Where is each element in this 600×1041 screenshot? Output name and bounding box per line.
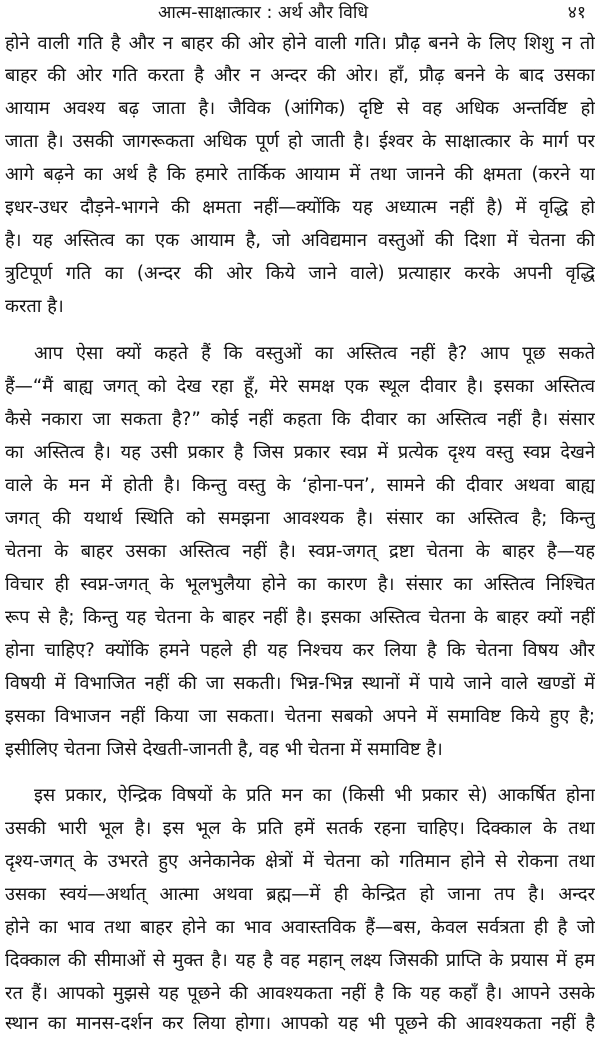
running-title: आत्म-साक्षात्कार : अर्थ और विधि: [158, 3, 369, 23]
paragraph-2-line-10: होना चाहिए? क्योंकि हमने पहले ही यह निश्चय कर लिया है कि चेतना विषय और: [5, 640, 595, 661]
paragraph-3-line-5: होने का भाव तथा बाहर होने का भाव अवास्तविक हैं—बस, केवल सर्वत्रता ही है जो: [5, 917, 595, 938]
paragraph-1-line-7: है। यह अस्तित्व का एक आयाम है, जो अविद्यमान वस्तुओं की दिशा में चेतना की: [5, 230, 595, 251]
page-number: ४१: [567, 3, 586, 23]
running-header: [0, 0, 600, 26]
paragraph-2-line-3: कैसे नकारा जा सकता है?” कोई नहीं कहता कि दीवार का अस्तित्व नहीं है। संसार: [5, 409, 595, 430]
paragraph-1-line-5: आगे बढ़ने का अर्थ है कि हमारे तार्किक आयाम में तथा जानने की क्षमता (करने या: [5, 164, 595, 185]
paragraph-2-line-11: विषयी में विभाजित नहीं की जा सकती। भिन्न-भिन्न स्थानों में पाये जाने वाले खण्डों में: [5, 673, 595, 694]
paragraph-3-line-7: रत हैं। आपको मुझसे यह पूछने की आवश्यकता नहीं है कि यह कहाँ है। आपने उसके: [5, 983, 595, 1004]
paragraph-2-line-2: हैं—“मैं बाह्य जगत् को देख रहा हूँ, मेरे समक्ष एक स्थूल दीवार है। इसका अस्तित्व: [5, 376, 595, 397]
paragraph-2-line-13: इसीलिए चेतना जिसे देखती-जानती है, वह भी चेतना में समाविष्ट है।: [5, 739, 443, 760]
paragraph-2-line-6: जगत् की यथार्थ स्थिति को समझना आवश्यक है। संसार का अस्तित्व है; किन्तु: [5, 508, 595, 529]
paragraph-2-line-1: आप ऐसा क्यों कहते हैं कि वस्तुओं का अस्तित्व नहीं है? आप पूछ सकते: [34, 343, 595, 364]
paragraph-3-line-2: उसकी भारी भूल है। इस भूल के प्रति हमें सतर्क रहना चाहिए। दिक्काल के तथा: [5, 818, 595, 839]
paragraph-1-line-1: होने वाली गति है और न बाहर की ओर होने वाली गति। प्रौढ़ बनने के लिए शिशु न तो: [5, 33, 595, 54]
paragraph-2-line-12: इसका विभाजन नहीं किया जा सकता। चेतना सबको अपने में समाविष्ट किये हुए है;: [5, 706, 595, 727]
paragraph-3-line-4: उसका स्वयं—अर्थात् आत्मा अथवा ब्रह्म—में ही केन्द्रित हो जाना तप है। अन्दर: [5, 884, 595, 905]
paragraph-2-line-8: विचार ही स्वप्न-जगत् के भूलभुलैया होने का कारण है। संसार का अस्तित्व निश्चित: [5, 574, 595, 595]
paragraph-1-line-6: इधर-उधर दौड़ने-भागने की क्षमता नहीं—क्योंकि यह अध्यात्म नहीं है) में वृद्धि हो: [5, 197, 595, 218]
paragraph-3-line-1: इस प्रकार, ऐन्द्रिक विषयों के प्रति मन का (किसी भी प्रकार से) आकर्षित होना: [34, 785, 595, 806]
paragraph-2-line-4: का अस्तित्व है। यह उसी प्रकार है जिस प्रकार स्वप्न में प्रत्येक दृश्य वस्तु स्वप्न देखने: [5, 442, 595, 463]
paragraph-1-line-9: करता है।: [5, 296, 64, 317]
paragraph-2-line-5: वाले के मन में होती है। किन्तु वस्तु के ‘होना-पन’, सामने की दीवार अथवा बाह्य: [5, 475, 595, 496]
paragraph-2-line-7: चेतना के बाहर उसका अस्तित्व नहीं है। स्वप्न-जगत् द्रष्टा चेतना के बाहर है—यह: [5, 541, 595, 562]
paragraph-1-line-3: आयाम अवश्य बढ़ जाता है। जैविक (आंगिक) दृष्टि से वह अधिक अन्तर्विष्ट हो: [5, 98, 595, 119]
paragraph-3-line-3: दृश्य-जगत् के उभरते हुए अनेकानेक क्षेत्रों में चेतना को गतिमान होने से रोकना तथा: [5, 851, 595, 872]
paragraph-1-line-8: त्रुटिपूर्ण गति का (अन्दर की ओर किये जाने वाले) प्रत्याहार करके अपनी वृद्धि: [5, 263, 595, 284]
paragraph-3-line-8: स्थान का मानस-दर्शन कर लिया होगा। आपको यह भी पूछने की आवश्यकता नहीं है: [5, 1013, 595, 1034]
paragraph-3-line-6: दिक्काल की सीमाओं से मुक्त है। यह है वह महान् लक्ष्य जिसकी प्राप्ति के प्रयास में हम: [5, 950, 595, 971]
paragraph-1-line-2: बाहर की ओर गति करता है और न अन्दर की ओर। हाँ, प्रौढ़ बनने के बाद उसका: [5, 65, 595, 86]
paragraph-1-line-4: जाता है। उसकी जागरूकता अधिक पूर्ण हो जाती है। ईश्वर के साक्षात्कार के मार्ग पर: [5, 131, 595, 152]
paragraph-2-line-9: रूप से है; किन्तु यह चेतना के बाहर नहीं है। इसका अस्तित्व चेतना के बाहर क्यों नहीं: [5, 607, 595, 628]
